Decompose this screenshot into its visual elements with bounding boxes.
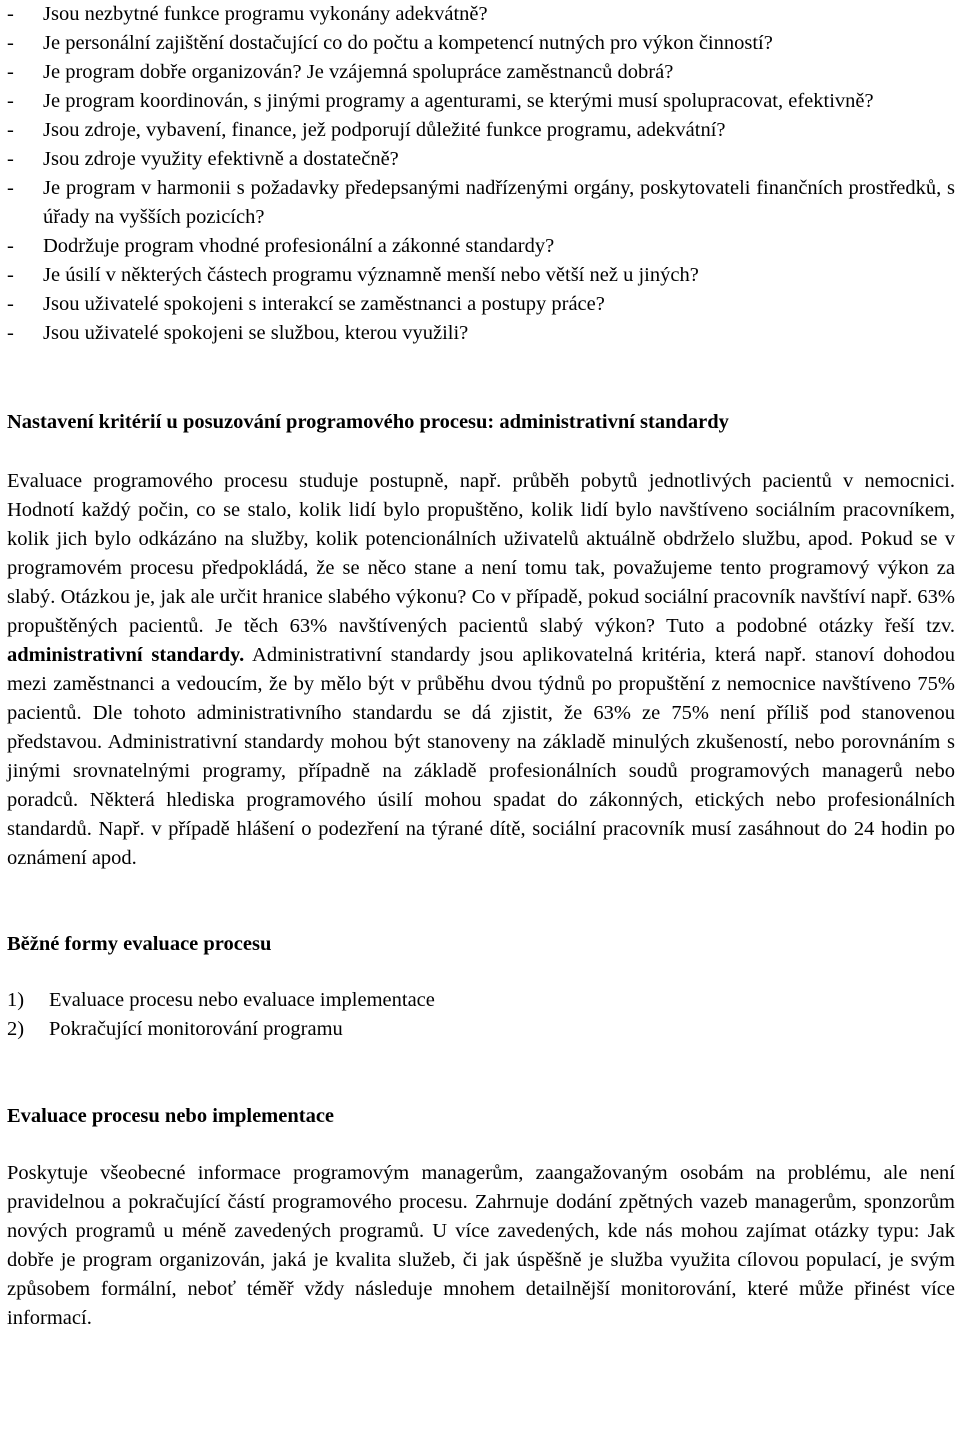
- bullet-dash: -: [7, 322, 14, 344]
- list-item-label: Evaluace procesu nebo evaluace implementace: [49, 989, 435, 1011]
- question-text: Je personální zajištění dostačující co do počtu a kompetencí nutných pro výkon činností?: [43, 32, 773, 54]
- question-text: Jsou zdroje, vybavení, finance, jež podporují důležité funkce programu, adekvátní?: [43, 119, 726, 141]
- list-item: [7, 116, 955, 145]
- paragraph-text-continued: Administrativní standardy jsou aplikovatelná kritéria, která např. stanoví dohodou mezi zaměstnanci a vedoucím, že by mělo být v průběhu dvou týdnů po propuštění z nemocnice navštíveno 75% pacientů. Dle tohoto administrativního standardu se dá zjistit, že 63% ze 75% není příliš pod stanovenou představou. Administrativní standardy mohou být stanoveny na základě minulých zkušeností, nebo porovnáním s jinými srovnatelnými programy, případně na základě profesionálních soudů programových managerů nebo poradců. Některá hlediska programového úsilí mohou spadat do zákonných, etických nebo profesionálních standardů. Např. v případě hlášení o podezření na týrané dítě, sociální pracovník musí zasáhnout do 24 hodin po oznámení apod.: [7, 644, 955, 869]
- list-item: [7, 0, 955, 29]
- question-text: Je úsilí v některých částech programu významně menší nebo větší než u jiných?: [43, 264, 699, 286]
- list-item: [7, 87, 955, 116]
- bullet-dash: -: [7, 177, 14, 199]
- question-text: Je program koordinován, s jinými programy a agenturami, se kterými musí spolupracovat, efektivně?: [43, 90, 874, 112]
- bullet-dash: -: [7, 148, 14, 170]
- numbered-list-item: [7, 986, 955, 1015]
- question-text: Jsou nezbytné funkce programu vykonány adekvátně?: [43, 3, 488, 25]
- question-text: Jsou uživatelé spokojeni se službou, kterou využili?: [43, 322, 469, 344]
- bullet-dash: -: [7, 235, 14, 257]
- numbered-list: [7, 986, 955, 1044]
- question-text: Je program dobře organizován? Je vzájemná spolupráce zaměstnanců dobrá?: [43, 61, 674, 83]
- question-list: [7, 0, 955, 348]
- question-text: Jsou zdroje využity efektivně a dostatečně?: [43, 148, 399, 170]
- question-text: Dodržuje program vhodné profesionální a zákonné standardy?: [43, 235, 555, 257]
- numbered-list-item: [7, 1015, 955, 1044]
- list-item: [7, 261, 955, 290]
- bullet-dash: -: [7, 119, 14, 141]
- list-item: [7, 174, 955, 232]
- list-item: [7, 145, 955, 174]
- list-item: [7, 232, 955, 261]
- section-paragraph-administrative-standards: [7, 467, 955, 873]
- question-text: Je program v harmonii s požadavky předepsanými nadřízenými orgány, poskytovateli finančních prostředků, s úřady na vyšších pozicích?: [43, 177, 955, 228]
- section-paragraph-process-or-implementation-evaluation: Poskytuje všeobecné informace programovým managerům, zaangažovaným osobám na problému, ale není pravidelnou a pokračující částí programového procesu. Zahrnuje dodání zpětných vazeb managerům, sponzorům nových programů u méně zavedených programů. U více zavedených, kde nás mohou zajímat otázky typu: Jak dobře je program organizován, jaká je kvalita služeb, či jak úspěšně je služba využita cílovou populací, je svým způsobem formální, neboť téměř vždy následuje mnohem detailnější monitorování, které může přinést více informací.: [7, 1162, 955, 1329]
- list-item: [7, 58, 955, 87]
- question-text: Jsou uživatelé spokojeni s interakcí se zaměstnanci a postupy práce?: [43, 293, 605, 315]
- section-heading-administrative-standards: Nastavení kritérií u posuzování programového procesu: administrativní standardy: [7, 411, 729, 433]
- list-number: 1): [7, 989, 25, 1011]
- list-number: 2): [7, 1018, 25, 1040]
- bold-term: administrativní standardy.: [7, 644, 245, 666]
- list-item-label: Pokračující monitorování programu: [49, 1018, 343, 1040]
- paragraph-text: Evaluace programového procesu studuje postupně, např. průběh pobytů jednotlivých pacientů v nemocnici. Hodnotí každý počin, co se stalo, kolik lidí bylo propuštěno, kolik lidí bylo navštíveno sociálním pracovníkem, kolik jich bylo odkázáno na služby, kolik potencionálních uživatelů aktuálně obdrželo službu, apod. Pokud se v programovém procesu předpokládá, že se něco stane a není tomu tak, považujeme tento programový výkon za slabý. Otázkou je, jak ale určit hranice slabého výkonu? Co v případě, pokud sociální pracovník navštíví např. 63% propuštěných pacientů. Je těch 63% navštívených pacientů slabý výkon? Tuto a podobné otázky řeší tzv.: [7, 470, 955, 637]
- section-heading-process-or-implementation-evaluation: Evaluace procesu nebo implementace: [7, 1105, 335, 1127]
- section-heading-process-evaluation-forms: Běžné formy evaluace procesu: [7, 933, 272, 955]
- list-item: [7, 319, 955, 348]
- bullet-dash: -: [7, 293, 14, 315]
- list-item: [7, 290, 955, 319]
- bullet-dash: -: [7, 264, 14, 286]
- bullet-dash: -: [7, 90, 14, 112]
- list-item: [7, 29, 955, 58]
- bullet-dash: -: [7, 32, 14, 54]
- document-page: [7, 0, 955, 1333]
- bullet-dash: -: [7, 61, 14, 83]
- bullet-dash: -: [7, 3, 14, 25]
